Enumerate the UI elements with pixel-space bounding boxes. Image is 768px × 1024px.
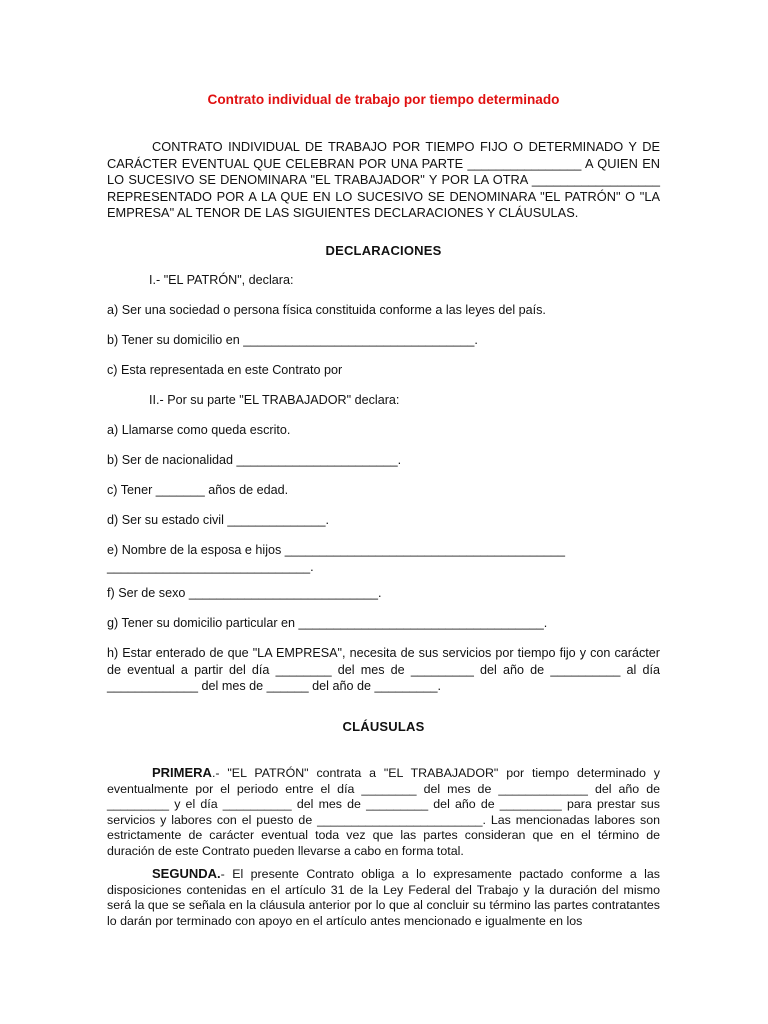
trabajador-item-a: a) Llamarse como queda escrito.	[107, 423, 291, 437]
clausula-primera-label: PRIMERA	[152, 765, 212, 780]
clausula-primera-text: .- "EL PATRÓN" contrata a "EL TRABAJADOR" por tiempo determinado y eventualmente por el periodo entre el día ________ del mes de _____________ del año de _________ y el día __________ del mes de _________ del año de _________ para prestar sus servicios y labores con el puesto de ________________________. Las mencionadas labores son estrictamente de carácter eventual toda vez que las partes consideran que en el término de duración de este Contrato pueden llevarse a cabo en forma total.	[107, 766, 660, 858]
trabajador-item-g: g) Tener su domicilio particular en ___________________________________.	[107, 616, 548, 630]
patron-item-a: a) Ser una sociedad o persona física constituida conforme a las leyes del país.	[107, 303, 546, 317]
trabajador-item-f: f) Ser de sexo ___________________________.	[107, 586, 382, 600]
clausula-primera	[107, 765, 660, 860]
trabajador-item-e: e) Nombre de la esposa e hijos ________________________________________ _____________________________.	[107, 543, 565, 574]
patron-item-b: b) Tener su domicilio en _________________________________.	[107, 333, 478, 347]
clausula-segunda	[107, 866, 660, 929]
patron-heading: I.- "EL PATRÓN", declara:	[149, 273, 294, 287]
clausula-segunda-text: - El presente Contrato obliga a lo expresamente pactado conforme a las disposiciones contenidas en el artículo 31 de la Ley Federal del Trabajo y la duración del mismo será la que se señala en la cláusula anterior por lo que al concluir su término las partes contratantes lo darán por terminado con apoyo en el artículo antes mencionado e igualmente en los	[107, 867, 660, 928]
trabajador-heading: II.- Por su parte "EL TRABAJADOR" declara:	[149, 393, 400, 407]
declaraciones-heading: DECLARACIONES	[325, 243, 442, 258]
intro-paragraph: CONTRATO INDIVIDUAL DE TRABAJO POR TIEMPO FIJO O DETERMINADO Y DE CARÁCTER EVENTUAL QUE CELEBRAN POR UNA PARTE ________________ A QUIEN EN LO SUCESIVO SE DENOMINARA "EL TRABAJADOR" Y POR LA OTRA __________________ REPRESENTADO POR A LA QUE EN LO SUCESIVO SE DENOMINARA "EL PATRÓN" O "LA EMPRESA" AL TENOR DE LAS SIGUIENTES DECLARACIONES Y CLÁUSULAS.	[107, 139, 660, 220]
trabajador-item-c: c) Tener _______ años de edad.	[107, 483, 289, 497]
trabajador-item-h: h) Estar enterado de que "LA EMPRESA", necesita de sus servicios por tiempo fijo y con carácter de eventual a partir del día ________ del mes de _________ del año de __________ al día _____________ del mes de ______ del año de _________.	[107, 646, 660, 694]
clausula-segunda-label: SEGUNDA.	[152, 866, 221, 881]
patron-item-c: c) Esta representada en este Contrato por	[107, 363, 343, 377]
trabajador-item-d: d) Ser su estado civil ______________.	[107, 513, 329, 527]
clausulas-heading: CLÁUSULAS	[342, 719, 425, 734]
trabajador-item-b: b) Ser de nacionalidad _______________________.	[107, 453, 402, 467]
document-title: Contrato individual de trabajo por tiempo determinado	[207, 92, 560, 107]
